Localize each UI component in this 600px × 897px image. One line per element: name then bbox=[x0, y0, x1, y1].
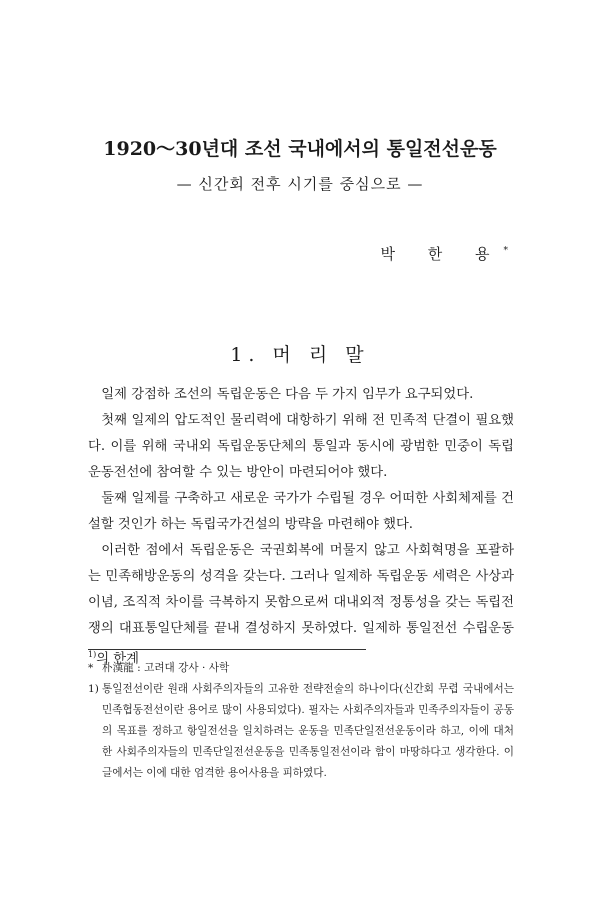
footnote-1 bbox=[88, 679, 514, 784]
article-subtitle: — 신간회 전후 시기를 중심으로 — bbox=[176, 175, 424, 193]
paragraph-text: 이러한 점에서 독립운동은 국권회복에 머물지 않고 사회혁명을 포괄하는 민족해방운동의 성격을 갖는다. 그러나 일제하 독립운동 세력은 사상과 이념, 조직적 차이를 극복하지 못함으로써 대내외적 정통성을 갖는 독립전쟁의 대표통일단체를 끝내 결성하지 못하였다. 일제하 통일전선 수립운동 bbox=[88, 543, 514, 636]
paragraph bbox=[88, 538, 514, 672]
paragraph-tail: 의 한계 bbox=[96, 651, 139, 667]
footnote-mark: * bbox=[88, 662, 94, 674]
paragraph: 둘째 일제를 구축하고 새로운 국가가 수립될 경우 어떠한 사회체제를 건설할 것인가 하는 독립국가건설의 방략을 마련해야 했다. bbox=[88, 491, 514, 532]
footnote-divider bbox=[88, 649, 366, 650]
author-affiliation-note bbox=[88, 658, 514, 679]
author-name-text: 박 한 용 bbox=[380, 245, 504, 263]
article-title: 1920～30년대 조선 국내에서의 통일전선운동 bbox=[103, 138, 497, 160]
footnote-reference: 1) bbox=[88, 650, 97, 659]
author-footnote-mark: * bbox=[503, 246, 508, 256]
footnote-mark: 1) bbox=[88, 683, 99, 695]
paragraph: 일제 강점하 조선의 독립운동은 다음 두 가지 임무가 요구되었다. bbox=[101, 387, 474, 402]
footnote-text: 朴漢龍 : 고려대 강사 · 사학 bbox=[102, 662, 230, 674]
footnotes bbox=[88, 658, 514, 784]
paragraph: 첫째 일제의 압도적인 물리력에 대항하기 위해 전 민족적 단결이 필요했다. 이를 위해 국내외 독립운동단체의 통일과 동시에 광범한 민중이 독립운동전선에 참여할 수 있는 방안이 마련되어야 했다. bbox=[88, 413, 514, 480]
author-name bbox=[380, 243, 508, 264]
body-text bbox=[88, 382, 514, 672]
section-heading: 1. 머 리 말 bbox=[230, 344, 370, 366]
footnote-text: 통일전선이란 원래 사회주의자들의 고유한 전략전술의 하나이다(신간회 무렵 국내에서는 민족협동전선이란 용어로 많이 사용되었다). 필자는 사회주의자들과 민족주의자들이 공동의 목표를 정하고 항일전선을 일치하려는 운동을 민족단일전선운동이라 하고, 이에 대처한 사회주의자들의 민족단일전선운동을 민족통일전선이라 함이 마땅하다고 생각한다. 이 글에서는 이에 대한 엄격한 용어사용을 피하였다. bbox=[102, 683, 514, 779]
